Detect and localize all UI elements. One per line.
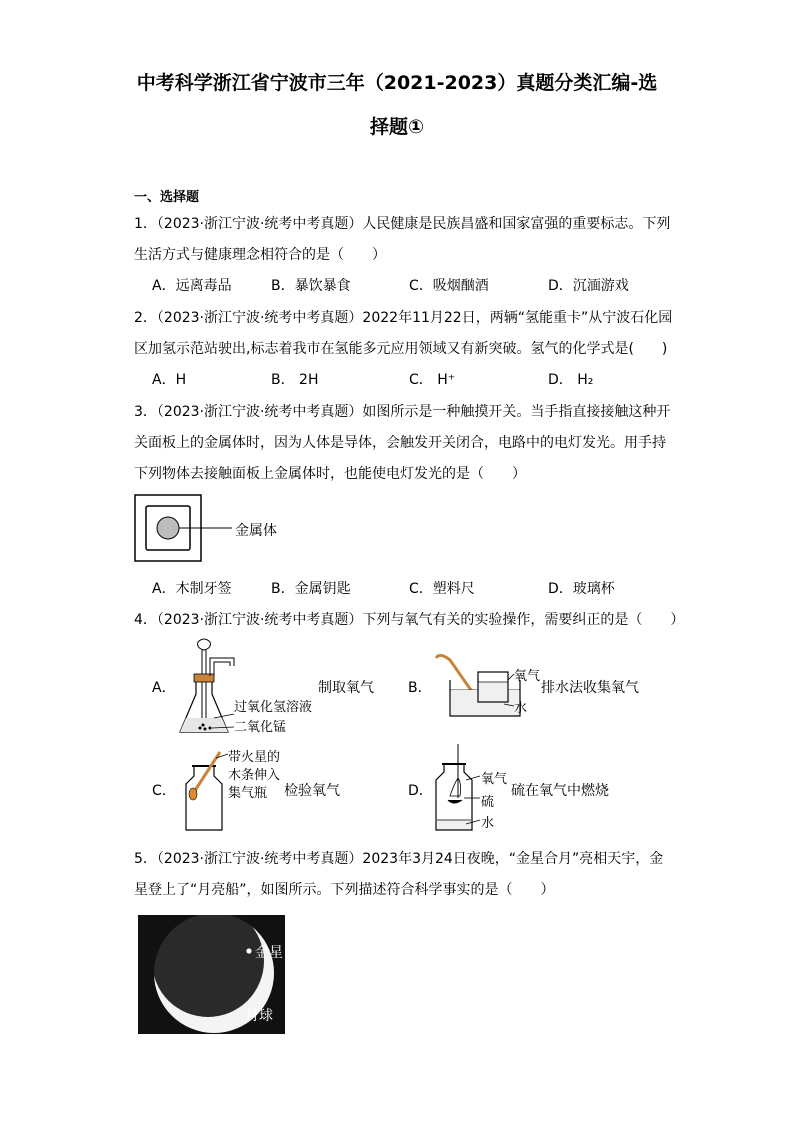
q4-d-label-oxygen: 氧气 — [481, 772, 508, 787]
q4-a-label-h2o2: 过氧化氢溶液 — [234, 700, 313, 715]
q1-option-c: C．吸烟酗酒 — [409, 278, 489, 294]
q4-b-caption: 排水法收集氧气 — [541, 680, 639, 696]
q2-line2: 区加氢示范站驶出,标志着我市在氢能多元应用领域又有新突破。氢气的化学式是( ) — [134, 341, 668, 357]
touch-switch-figure — [134, 494, 234, 564]
q1-option-a: A．远离毒品 — [152, 278, 232, 294]
venus-label: 金星 — [255, 945, 283, 961]
metal-body-label: 金属体 — [235, 523, 277, 539]
q3-option-d: D．玻璃杯 — [548, 581, 615, 597]
section-heading: 一、选择题 — [134, 190, 200, 205]
q4-c-label-3: 集气瓶 — [228, 786, 268, 801]
q4-d-caption: 硫在氧气中燃烧 — [511, 783, 609, 799]
q4-c-letter: C． — [152, 783, 176, 799]
moon-label: 月球 — [245, 1008, 273, 1024]
page-title-line2: 择题① — [369, 116, 425, 138]
q1-line1: 1．（2023·浙江宁波·统考中考真题）人民健康是民族昌盛和国家富强的重要标志。下列 — [134, 216, 671, 232]
q4-c-caption: 检验氧气 — [284, 783, 340, 799]
q4-c-label-2: 木条伸入 — [228, 768, 281, 783]
q4-b-label-water: 水 — [514, 701, 528, 716]
q2-option-c: C． H⁺ — [409, 372, 456, 388]
q2-option-b: B． 2H — [271, 372, 319, 388]
q5-line1: 5．（2023·浙江宁波·统考中考真题）2023年3月24日夜晚，“金星合月”亮相天宇，金 — [134, 851, 664, 867]
q1-line2: 生活方式与健康理念相符合的是（ ） — [134, 247, 386, 263]
q3-line1: 3．（2023·浙江宁波·统考中考真题）如图所示是一种触摸开关。当手指直接接触这种开 — [134, 404, 671, 420]
q3-line3: 下列物体去接触面板上金属体时，也能使电灯发光的是（ ） — [134, 466, 526, 482]
q4-a-label-mno2: 二氧化锰 — [234, 720, 287, 735]
q5-line2: 星登上了“月亮船”，如图所示。下列描述符合科学事实的是（ ） — [134, 882, 555, 898]
q1-option-d: D．沉湎游戏 — [548, 278, 629, 294]
q4-a-letter: A． — [152, 680, 176, 696]
q4-b-letter: B． — [408, 680, 432, 696]
q3-line2: 关面板上的金属体时，因为人体是导体，会触发开关闭合，电路中的电灯发光。用手持 — [134, 435, 666, 451]
q3-option-c: C．塑料尺 — [409, 581, 475, 597]
q2-option-d: D． H₂ — [548, 372, 594, 388]
q3-option-b: B．金属钥匙 — [271, 581, 351, 597]
q4-d-label-water: 水 — [481, 816, 495, 831]
venus-moon-photo — [138, 915, 285, 1034]
q4-line1: 4．（2023·浙江宁波·统考中考真题）下列与氧气有关的实验操作，需要纠正的是（ ） — [134, 612, 685, 628]
q3-option-a: A．木制牙签 — [152, 581, 232, 597]
q2-option-a: A．H — [152, 372, 187, 388]
q4-b-label-oxygen: 氧气 — [514, 669, 541, 684]
page-title-line1: 中考科学浙江省宁波市三年（2021-2023）真题分类汇编-选 — [136, 72, 658, 94]
q4-c-label-1: 带火星的 — [228, 750, 281, 765]
water-collection-apparatus — [430, 650, 520, 722]
q4-d-letter: D． — [408, 783, 433, 799]
q4-d-label-sulfur: 硫 — [481, 795, 495, 810]
q1-option-b: B．暴饮暴食 — [271, 278, 351, 294]
q2-line1: 2．（2023·浙江宁波·统考中考真题）2022年11月22日，两辆“氢能重卡”从宁波石化园 — [134, 310, 673, 326]
q4-a-caption: 制取氧气 — [318, 680, 374, 696]
